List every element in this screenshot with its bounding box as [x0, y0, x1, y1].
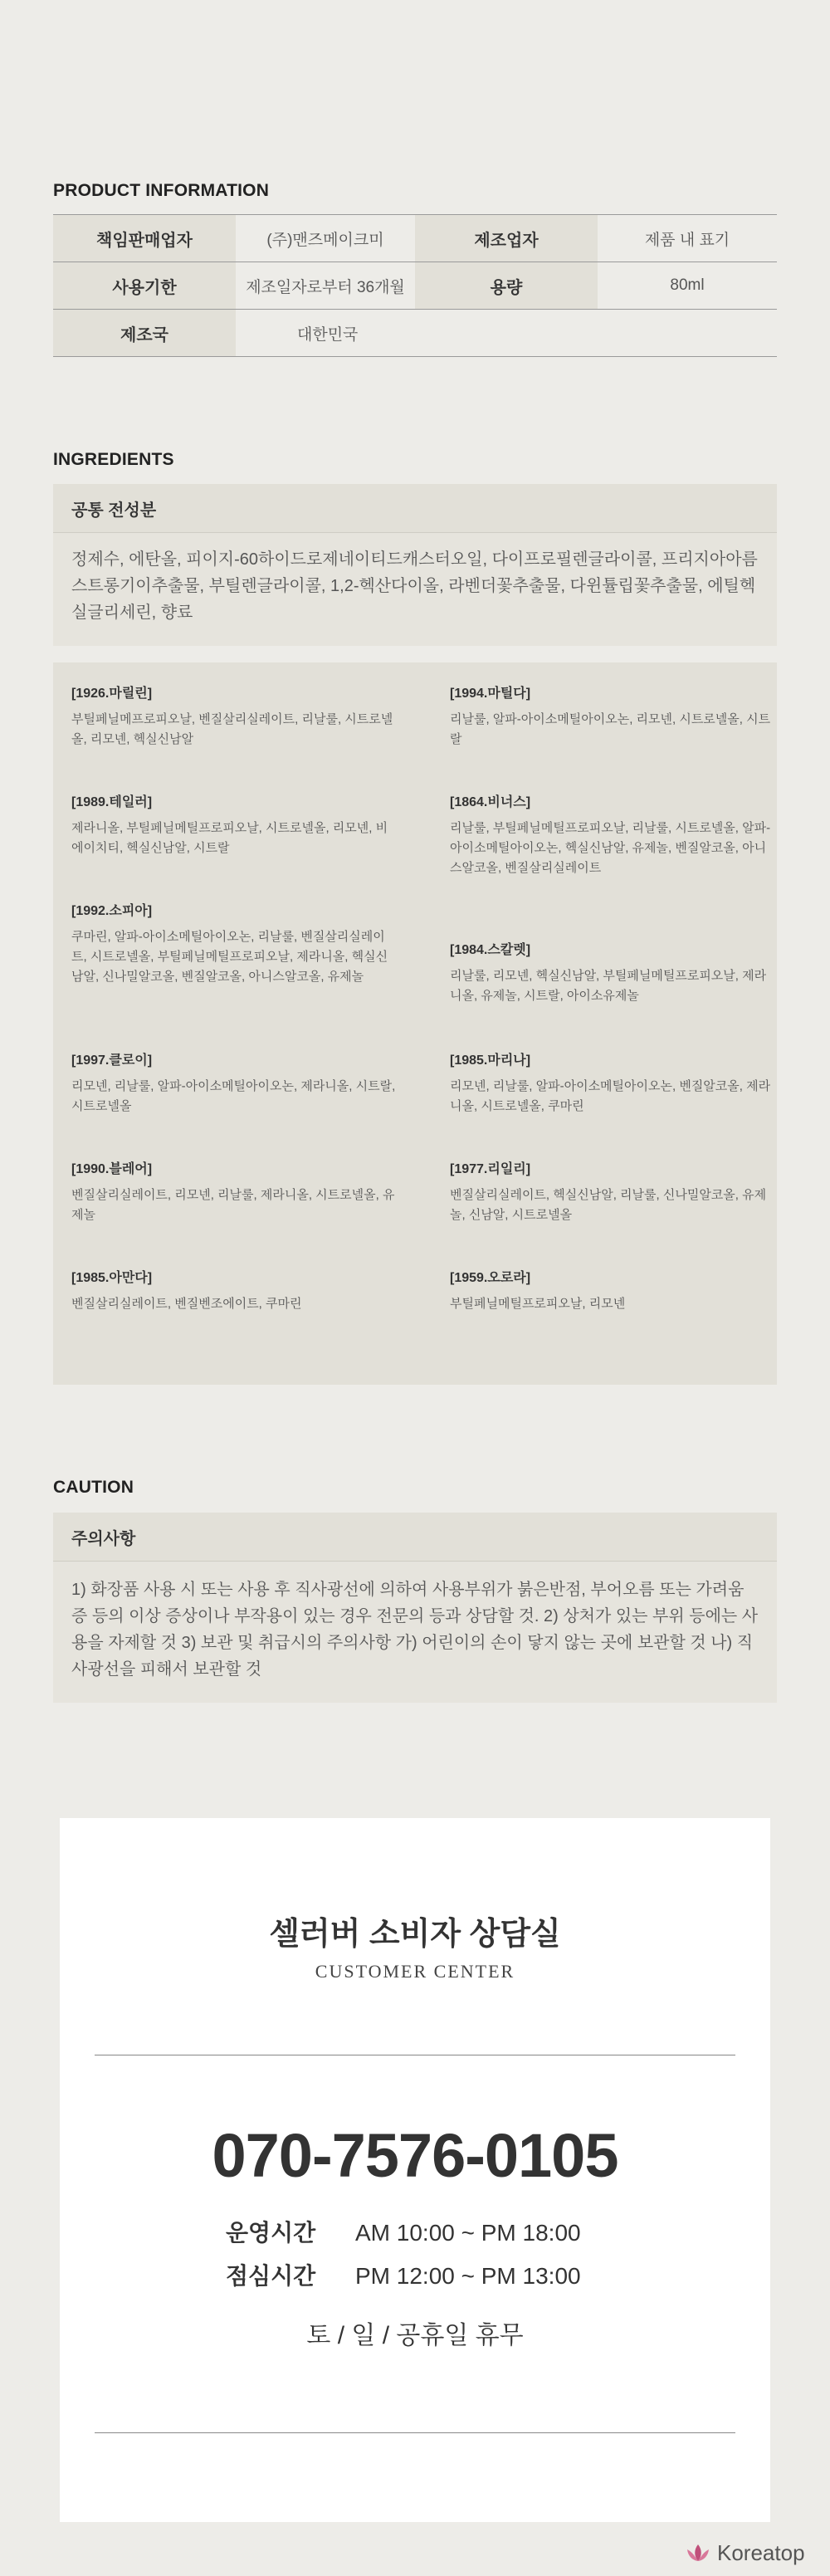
info-label: 제조국: [53, 310, 236, 356]
ingredients-title: INGREDIENTS: [53, 450, 174, 469]
holiday-notice: 토 / 일 / 공휴일 휴무: [306, 2322, 524, 2349]
ingredient-item: [450, 791, 778, 878]
caution-title: CAUTION: [53, 1478, 134, 1497]
ingredient-item: [71, 900, 399, 987]
ingredient-item: [450, 1049, 778, 1117]
ingredient-name: [1959.오로라]: [450, 1271, 531, 1285]
lunch-hours: [226, 2258, 581, 2291]
ingredient-name: [1990.블레어]: [71, 1162, 153, 1176]
info-label: 사용기한: [53, 262, 236, 309]
info-label: 제조업자: [415, 215, 598, 262]
customer-center-title: 셀러버 소비자 상담실: [269, 1917, 561, 1952]
operating-hours: [226, 2215, 581, 2248]
ingredient-name: [1984.스칼렛]: [450, 943, 531, 957]
ingredient-text: 리모넨, 리날룰, 알파-아이소메틸아이오논, 제라니올, 시트랄, 시트로넬올: [71, 1079, 396, 1113]
info-row: [53, 262, 777, 310]
ingredient-name: [1985.아만다]: [71, 1271, 153, 1285]
lotus-icon: [684, 2543, 712, 2564]
koreatop-watermark: [684, 2540, 805, 2566]
customer-center-card: [60, 1818, 770, 2522]
common-ingredients-header: [53, 484, 777, 533]
ingredient-text: 벤질살리실레이트, 벤질벤조에이트, 쿠마린: [71, 1297, 302, 1311]
product-info-table: [53, 214, 777, 357]
product-info-title: PRODUCT INFORMATION: [53, 181, 270, 200]
ingredient-item: [71, 1158, 399, 1225]
ingredient-text: 부틸페닐메틸프로피오날, 리모넨: [450, 1297, 626, 1311]
ingredient-item: [71, 682, 399, 750]
ingredient-grid: [53, 662, 777, 1385]
ingredient-name: [1997.클로이]: [71, 1053, 153, 1068]
ingredient-text: 제라니올, 부틸페닐메틸프로피오날, 시트로넬올, 리모넨, 비에이치티, 헥실신남알, 시트랄: [71, 821, 388, 855]
info-value: 제품 내 표기: [644, 231, 730, 249]
customer-center-subtitle: CUSTOMER CENTER: [315, 1961, 515, 1982]
ingredient-name: [1994.마틸다]: [450, 687, 531, 701]
info-label: 용량: [415, 262, 598, 309]
info-value: (주)맨즈메이크미: [266, 231, 384, 249]
ingredient-name: [1977.리일리]: [450, 1162, 531, 1176]
ingredient-item: [71, 791, 399, 858]
ingredient-item: [450, 1158, 778, 1225]
common-ingredients-text: 정제수, 에탄올, 피이지-60하이드로제네이티드캐스터오일, 다이프로필렌글라이콜, 프리지아아름스트롱기이추출물, 부틸렌글라이콜, 1,2-헥산다이올, 라벤더꽃추출물, 다윈튤립꽃추출물, 에틸헥실글리세린, 향료: [53, 533, 777, 646]
ingredient-item: [71, 1049, 399, 1117]
ingredient-text: 리날룰, 리모넨, 헥실신남알, 부틸페닐메틸프로피오날, 제라니올, 유제놀, 시트랄, 아이소유제놀: [450, 969, 767, 1003]
lunch-hours-value: PM 12:00 ~ PM 13:00: [355, 2263, 581, 2289]
phone-number[interactable]: 070-7576-0105: [212, 2121, 618, 2190]
caution-label: 주의사항: [71, 1529, 136, 1548]
ingredient-text: 리날룰, 부틸페닐메틸프로피오날, 리날룰, 시트로넬올, 알파-아이소메틸아이오논, 헥실신남알, 유제놀, 벤질알코올, 아니스알코올, 벤질살리실레이트: [450, 821, 771, 875]
ingredient-name: [1926.마릴린]: [71, 687, 153, 701]
info-value: 80ml: [670, 276, 705, 294]
ingredient-text: 부틸페닐메프로피오날, 벤질살리실레이트, 리날룰, 시트로넬올, 리모넨, 헥실신남알: [71, 712, 393, 746]
caution-text: 1) 화장품 사용 시 또는 사용 후 직사광선에 의하여 사용부위가 붉은반점, 부어오름 또는 가려움증 등의 이상 증상이나 부작용이 있는 경우 전문의 등과 상담할 것. 2) 상처가 있는 부위 등에는 사용을 자제할 것 3) 보관 및 취급시의 주의사항 가) 어린이의 손이 닿지 않는 곳에 보관할 것 나) 직사광선을 피해서 보관할 것: [53, 1562, 777, 1703]
ingredient-name: [1985.마리나]: [450, 1053, 531, 1068]
ingredient-text: 쿠마린, 알파-아이소메틸아이오논, 리날룰, 벤질살리실레이트, 시트로넬올, 부틸페닐메틸프로피오날, 제라니올, 헥실신남알, 신나밀알코올, 벤질알코올, 아니스알코올, 유제놀: [71, 930, 388, 984]
lunch-hours-label: 점심시간: [226, 2263, 316, 2289]
ingredient-text: 벤질살리실레이트, 리모넨, 리날룰, 제라니올, 시트로넬올, 유제놀: [71, 1188, 395, 1222]
ingredient-text: 벤질살리실레이트, 헥실신남알, 리날룰, 신나밀알코올, 유제놀, 신남알, 시트로넬올: [450, 1188, 767, 1222]
info-value: 제조일자로부터 36개월: [246, 278, 405, 296]
ingredient-item: [71, 1267, 399, 1314]
operating-hours-label: 운영시간: [226, 2220, 316, 2246]
ingredient-item: [450, 1267, 778, 1314]
ingredient-name: [1989.테일러]: [71, 795, 153, 809]
ingredient-text: 리날룰, 알파-아이소메틸아이오논, 리모넨, 시트로넬올, 시트랄: [450, 712, 771, 746]
info-row: [53, 215, 777, 262]
watermark-text: Koreatop: [717, 2540, 805, 2565]
ingredient-item: [450, 939, 778, 1006]
caution-header: [53, 1513, 777, 1562]
ingredient-name: [1992.소피아]: [71, 904, 153, 918]
ingredient-item: [450, 682, 778, 750]
ingredient-text: 리모넨, 리날룰, 알파-아이소메틸아이오논, 벤질알코올, 제라니올, 시트로넬올, 쿠마린: [450, 1079, 771, 1113]
info-row: [53, 310, 777, 357]
info-value: 대한민국: [297, 325, 359, 344]
info-label: 책임판매업자: [53, 215, 236, 262]
ingredient-name: [1864.비너스]: [450, 795, 531, 809]
common-ingredients-label: 공통 전성분: [71, 501, 157, 520]
operating-hours-value: AM 10:00 ~ PM 18:00: [355, 2220, 581, 2246]
divider: [95, 2432, 735, 2433]
